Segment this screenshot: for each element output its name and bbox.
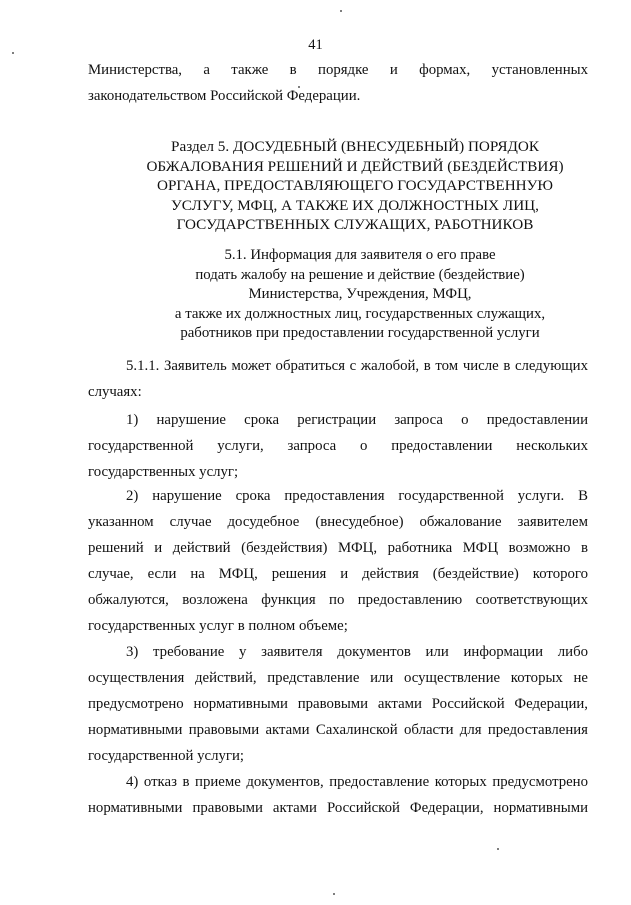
paragraph-line: 1) нарушение срока регистрации запроса о предоставлении (126, 412, 588, 428)
subsection-title-line: подать жалобу на решение и действие (бездействие) (195, 266, 525, 283)
paragraph-line: нормативными правовыми актами Сахалинской области для предоставления (88, 722, 588, 738)
list-item (88, 483, 588, 639)
paragraph-line: решений и действий (бездействия) МФЦ, работника МФЦ возможно в (88, 540, 588, 556)
scan-speck (340, 10, 342, 12)
intro-paragraph (88, 57, 588, 109)
scan-speck (298, 86, 300, 88)
paragraph-line: государственной услуги, запроса о предоставлении нескольких (88, 438, 588, 454)
list-item (88, 639, 588, 769)
paragraph-line: государственных услуг; (88, 464, 239, 480)
paragraph (88, 353, 588, 405)
section-title-line: ОРГАНА, ПРЕДОСТАВЛЯЮЩЕГО ГОСУДАРСТВЕННУЮ (157, 177, 553, 194)
subsection-title-line: работников при предоставлении государственной услуги (180, 325, 540, 341)
paragraph-line: 3) требование у заявителя документов или информации либо (126, 644, 588, 660)
paragraph-line: государственной услуги; (88, 748, 245, 764)
paragraph-line: указанном случае досудебное (внесудебное) обжалование заявителем (88, 514, 588, 530)
subsection-title-line: Министерства, Учреждения, МФЦ, (248, 286, 472, 302)
paragraph-line: нормативными правовыми актами Российской Федерации, нормативными (88, 800, 588, 816)
intro-line: Министерства, а также в порядке и формах, установленных (88, 62, 588, 78)
page-number: 41 (308, 37, 323, 53)
paragraph-line: 5.1.1. Заявитель может обратиться с жалобой, в том числе в следующих (126, 358, 588, 374)
list-item (88, 769, 588, 821)
paragraph-line: 4) отказ в приеме документов, предоставление которых предусмотрено (126, 774, 588, 790)
paragraph-line: случае, если на МФЦ, решения и действия (бездействие) которого (88, 566, 588, 582)
list-item (88, 407, 588, 485)
subsection-title-line: а также их должностных лиц, государственных служащих, (174, 305, 546, 322)
subsection-title (110, 246, 610, 344)
paragraph-line: 2) нарушение срока предоставления государственной услуги. В (126, 488, 588, 504)
paragraph-line: государственных услуг в полном объеме; (88, 618, 348, 634)
scan-speck (12, 52, 14, 54)
paragraph-line: осуществления действий, представление или осуществление которых не (88, 670, 588, 686)
section-title-line: ГОСУДАРСТВЕННЫХ СЛУЖАЩИХ, РАБОТНИКОВ (176, 216, 534, 233)
section-title-line: УСЛУГУ, МФЦ, А ТАКЖЕ ИХ ДОЛЖНОСТНЫХ ЛИЦ, (171, 196, 539, 214)
scan-speck (333, 893, 335, 895)
paragraph-line: случаях: (88, 384, 142, 400)
subsection-title-line: 5.1. Информация для заявителя о его праве (224, 247, 496, 263)
paragraph-line: предусмотрено нормативными правовыми актами Российской Федерации, (88, 696, 588, 712)
paragraph-line: обжалуются, возложена функция по предоставлению соответствующих (88, 592, 588, 608)
intro-line: законодательством Российской Федерации. (88, 88, 361, 104)
scan-speck (497, 848, 499, 850)
section-title-line: Раздел 5. ДОСУДЕБНЫЙ (ВНЕСУДЕБНЫЙ) ПОРЯДОК (171, 138, 539, 155)
section-title (100, 137, 610, 235)
section-title-line: ОБЖАЛОВАНИЯ РЕШЕНИЙ И ДЕЙСТВИЙ (БЕЗДЕЙСТВИЯ) (146, 157, 564, 175)
